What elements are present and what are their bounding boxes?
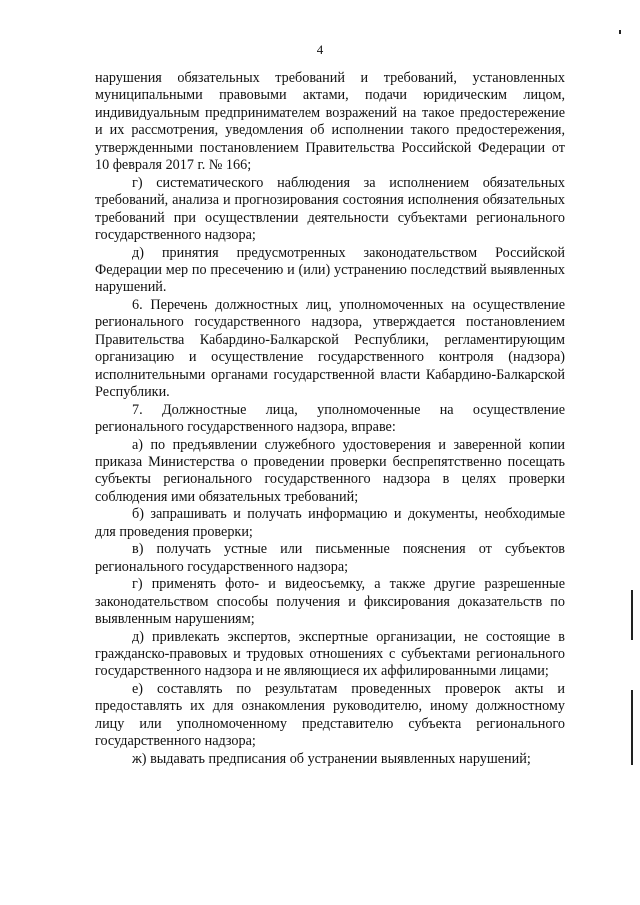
paragraph-continuation: нарушения обязательных требований и требований, установленных муниципальными правовыми актами, подачи юридическим лицом, индивидуальным предпринимателем возражений на такое предостережение и их рассмотрения, уведомления об исполнении такого предостережения, утвержденными постановлением Правительства Российской Федерации от 10 февраля 2017 г. № 166; bbox=[95, 70, 565, 174]
paragraph-right-zh: ж) выдавать предписания об устранении выявленных нарушений; bbox=[132, 750, 531, 767]
paragraph-right-a: а) по предъявлении служебного удостоверения и заверенной копии приказа Министерства о проведении проверки беспрепятственно посещать субъекты регионального государственного надзора в целях проверки соблюдения ими обязательных требований; bbox=[95, 436, 565, 505]
paragraph-right-v: в) получать устные или письменные пояснения от субъектов регионального государственного надзора; bbox=[95, 541, 565, 575]
paragraph-section-6: 6. Перечень должностных лиц, уполномоченных на осуществление регионального государственного надзора, утверждается постановлением Правительства Кабардино-Балкарской Республики, регламентирующим организацию и осуществление государственного контроля (надзора) исполнительными органами государственной власти Кабардино-Балкарской Республики. bbox=[95, 296, 565, 401]
scan-artifact-top bbox=[619, 30, 621, 34]
paragraph-right-b: б) запрашивать и получать информацию и документы, необходимые для проведения проверки; bbox=[95, 506, 565, 540]
scan-artifact-edge-1 bbox=[631, 590, 633, 640]
paragraph-right-g: г) применять фото- и видеосъемку, а также другие разрешенные законодательством способы получения и фиксирования доказательств по выявленным нарушениям; bbox=[95, 576, 565, 628]
paragraph-section-7: 7. Должностные лица, уполномоченные на осуществление регионального государственного надзора, вправе: bbox=[95, 401, 565, 436]
scan-artifact-edge-2 bbox=[631, 690, 633, 765]
paragraph-item-g-monitoring: г) систематического наблюдения за исполнением обязательных требований, анализа и прогнозирования состояния исполнения обязательных требований при осуществлении деятельности субъектами регионального государственного надзора; bbox=[95, 174, 565, 244]
paragraph-right-e: е) составлять по результатам проведенных проверок акты и предоставлять их для ознакомления руководителю, иному должностному лицу или уполномоченному представителю субъекта регионального государственного надзора; bbox=[95, 680, 565, 750]
paragraph-item-d-measures: д) принятия предусмотренных законодательством Российской Федерации мер по пресечению и (или) устранению последствий выявленных нарушений. bbox=[95, 244, 565, 296]
document-body bbox=[95, 70, 565, 768]
page-number: 4 bbox=[316, 42, 324, 57]
paragraph-right-d: д) привлекать экспертов, экспертные организации, не состоящие в гражданско-правовых и трудовых отношениях с субъектами регионального государственного надзора и не являющиеся их аффилированными лицами; bbox=[95, 628, 565, 680]
